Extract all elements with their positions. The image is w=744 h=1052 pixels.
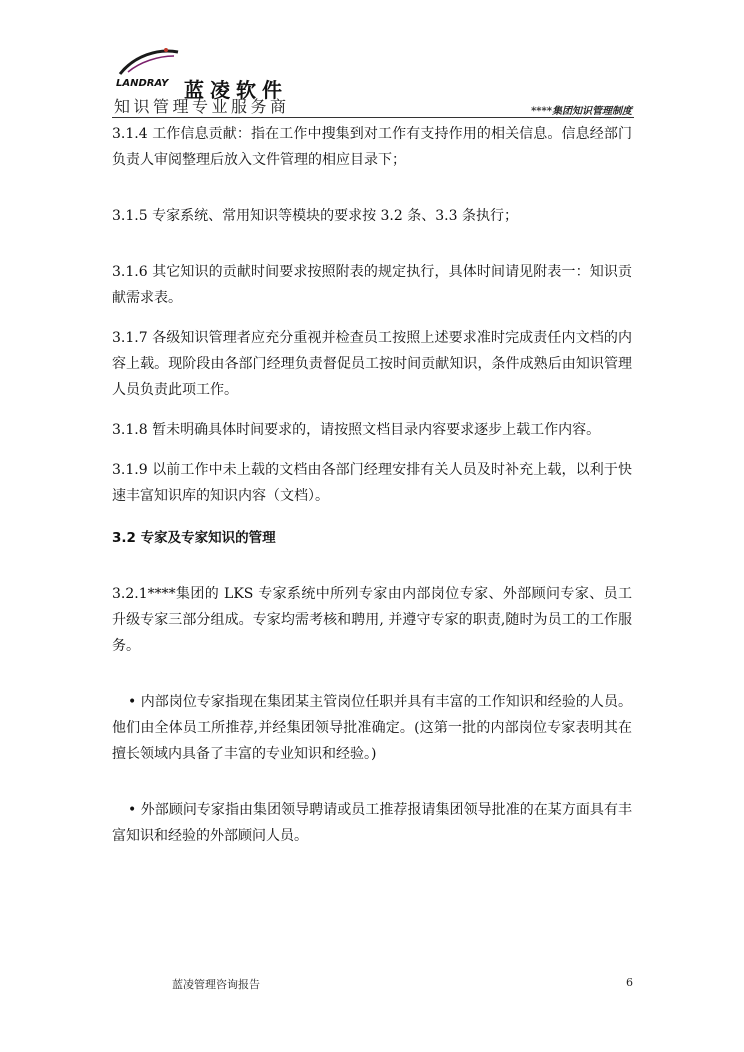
footer-report-name: 蓝凌管理咨询报告 <box>172 978 260 991</box>
company-tagline: 知识管理专业服务商 <box>114 97 290 116</box>
paragraph-3-2-1: 3.2.1****集团的 LKS 专家系统中所列专家由内部岗位专家、外部顾问专家、员工升级专家三部分组成。专家均需考核和聘用, 并遵守专家的职责,随时为员工的工作服务。 <box>112 586 632 654</box>
paragraph-3-1-4: 3.1.4 工作信息贡献：指在工作中搜集到对工作有支持作用的相关信息。信息经部门负责人审阅整理后放入文件管理的相应目录下； <box>112 126 632 168</box>
landray-swoosh-logo-icon <box>114 44 184 90</box>
paragraph-3-1-5: 3.1.5 专家系统、常用知识等模块的要求按 3.2 条、3.3 条执行； <box>112 208 518 224</box>
bullet-external-experts: • 外部顾问专家指由集团领导聘请或员工推荐报请集团领导批准的在某方面具有丰富知识和经验的外部顾问人员。 <box>112 802 632 844</box>
logo-brand-text: LANDRAY <box>116 78 169 89</box>
logo-chinese-name: 蓝凌软件 <box>184 78 288 102</box>
header-divider <box>112 117 634 118</box>
paragraph-3-1-9: 3.1.9 以前工作中未上载的文档由各部门经理安排有关人员及时补充上载，以利于快速丰富知识库的知识内容（文档）。 <box>112 462 632 504</box>
document-title: ****集团知识管理制度 <box>531 106 632 117</box>
bullet-internal-experts: • 内部岗位专家指现在集团某主管岗位任职并具有丰富的工作知识和经验的人员。他们由全体员工所推荐,并经集团领导批准确定。(这第一批的内部岗位专家表明其在擅长领域内具备了丰富的专业知识和经验。) <box>112 694 632 762</box>
page-body <box>112 121 632 849</box>
paragraph-3-1-7: 3.1.7 各级知识管理者应充分重视并检查员工按照上述要求准时完成责任内文档的内容上载。现阶段由各部门经理负责督促员工按时间贡献知识，条件成熟后由知识管理人员负责此项工作。 <box>112 330 632 398</box>
paragraph-3-1-6: 3.1.6 其它知识的贡献时间要求按照附表的规定执行，具体时间请见附表一：知识贡献需求表。 <box>112 264 632 306</box>
paragraph-3-1-8: 3.1.8 暂未明确具体时间要求的，请按照文档目录内容要求逐步上载工作内容。 <box>112 422 601 438</box>
page-number: 6 <box>626 976 633 989</box>
section-heading-3-2: 3.2 专家及专家知识的管理 <box>112 530 276 546</box>
